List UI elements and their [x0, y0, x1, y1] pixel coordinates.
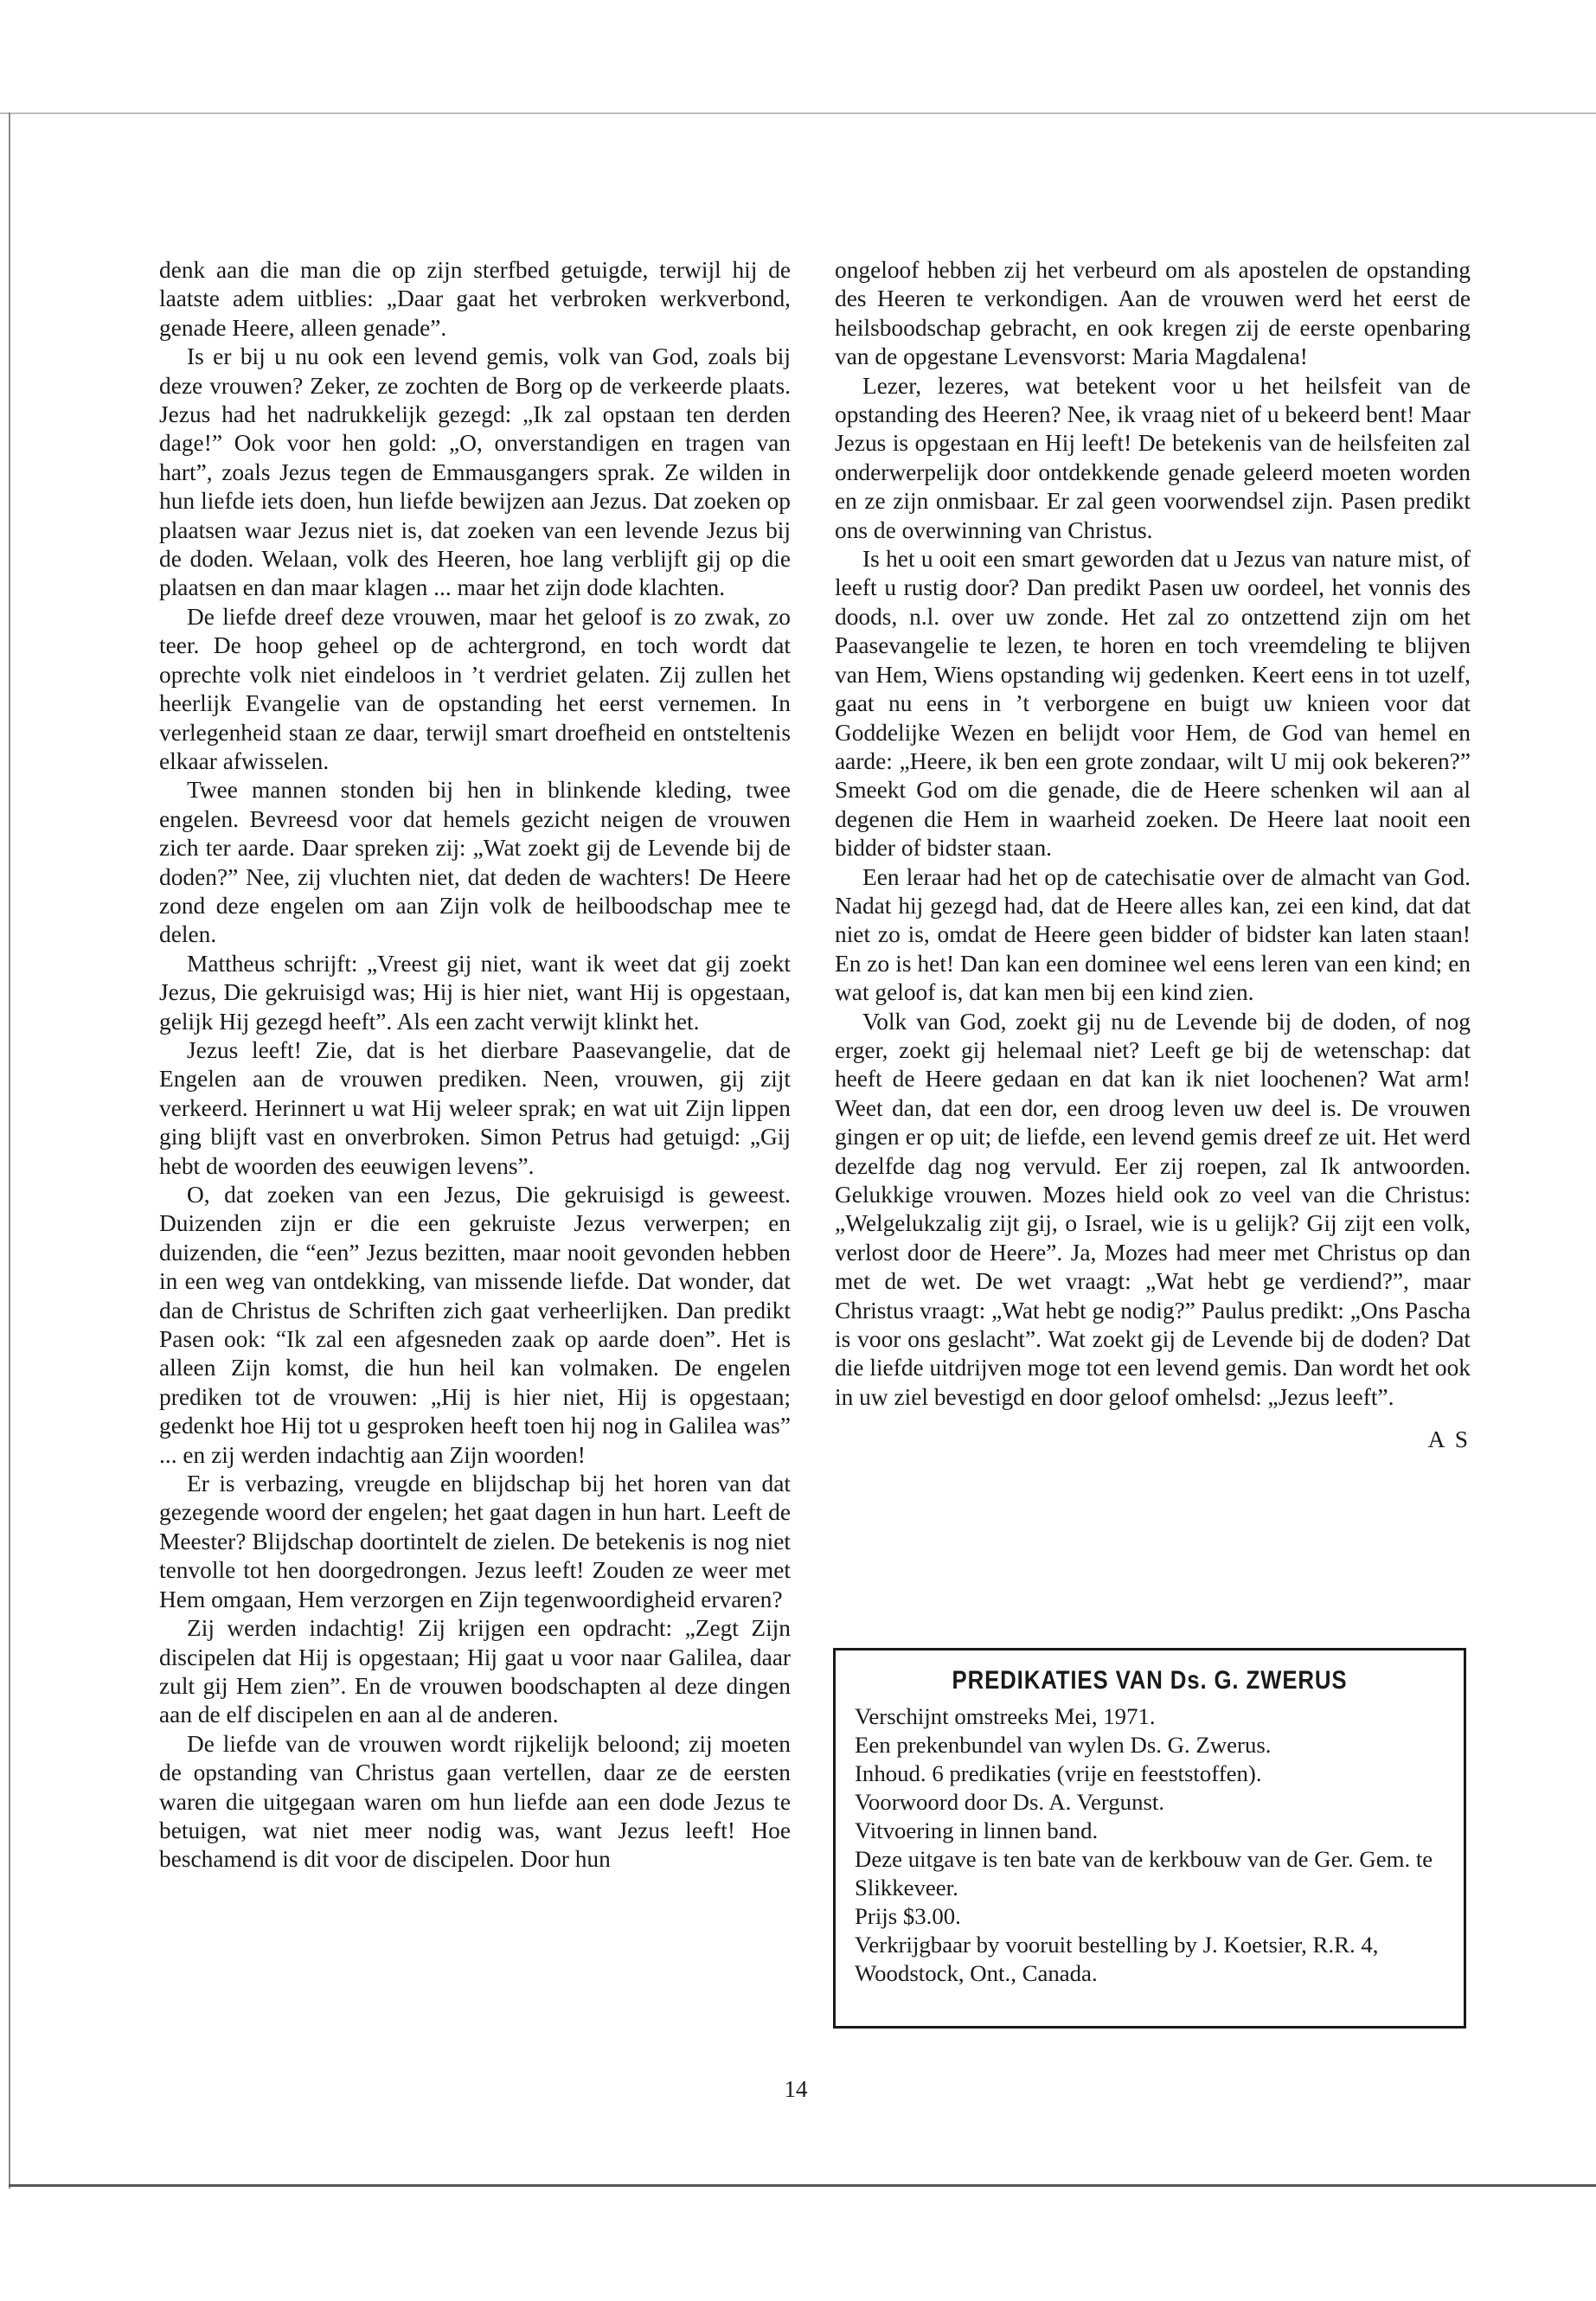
advertisement-line: Deze uitgave is ten bate van de kerkbouw van de Ger. Gem. te Slikkeveer. [855, 1846, 1433, 1900]
advertisement-line: Verschijnt omstreeks Mei, 1971. [855, 1703, 1156, 1729]
page-number: 14 [784, 2076, 808, 2102]
advertisement-line: Voorwoord door Ds. A. Vergunst. [855, 1789, 1165, 1815]
paragraph: Zij werden indachtig! Zij krijgen een opdracht: „Zegt Zijn discipelen dat Hij is opgestaan; Hij gaat u voor naar Galilea, daar zult gij Hem zien”. En de vrouwen boodschapten al deze dingen aan de elf discipelen en aan al de anderen. [159, 1615, 791, 1728]
paragraph: Volk van God, zoekt gij nu de Levende bij de doden, of nog erger, zoekt gij helemaal niet? Leeft ge bij de wetenschap: dat heeft de Heere gedaan en dat kan ik niet loochenen? Wat arm! Weet dan, dat een dor, een droog leven uw deel is. De vrouwen gingen er op uit; de liefde, een levend gemis dreef ze uit. Het werd dezelfde dag nog vervuld. Eer zij roepen, zal Ik antwoorden. Gelukkige vrouwen. Mozes hield ook zo veel van die Christus: „Welgelukzalig zijt gij, o Israel, wie is u gelijk? Gij zijt een volk, verlost door de Heere”. Ja, Mozes had meer met Christus op dan met de wet. De wet vraagt: „Wat hebt ge verdiend?”, maar Christus vraagt: „Wat hebt ge nodig?” Paulus predikt: „Ons Pascha is voor ons geslacht”. Wat zoekt gij de Levende bij de doden? Dat die liefde uitdrijven moge tot een levend gemis. Dan wordt het ook in uw ziel bevestigd en door geloof omhelsd: „Jezus leeft”. [835, 1008, 1471, 1410]
left-column [159, 256, 791, 1875]
advertisement-line: Prijs $3.00. [855, 1903, 961, 1929]
advertisement-line: Inhoud. 6 predikaties (vrije en feeststoffen). [855, 1760, 1262, 1786]
paragraph: ongeloof hebben zij het verbeurd om als apostelen de opstanding des Heeren te verkondigen. Aan de vrouwen werd het eerst de heilsboodschap gebracht, en ook kregen zij de eerste openbaring van de opgestane Levensvorst: Maria Magdalena! [835, 257, 1471, 370]
paragraph: Twee mannen stonden bij hen in blinkende kleding, twee engelen. Bevreesd voor dat hemels gezicht neigen de vrouwen zich ter aarde. Daar spreken zij: „Wat zoekt gij de Levende bij de doden?” Nee, zij vluchten niet, dat deden de wachters! De Heere zond deze engelen om aan Zijn volk de heilboodschap mee te delen. [159, 777, 791, 948]
paragraph: Lezer, lezeres, wat betekent voor u het heilsfeit van de opstanding des Heeren? Nee, ik vraag niet of u bekeerd bent! Maar Jezus is opgestaan en Hij leeft! De betekenis van de heilsfeiten zal onderwerpelijk door ontdekkende genade geleerd moeten worden en ze zijn onmisbaar. Er zal geen voorwendsel zijn. Pasen predikt ons de overwinning van Christus. [835, 372, 1471, 543]
scan-bottom-edge [9, 2184, 1596, 2187]
paragraph: O, dat zoeken van een Jezus, Die gekruisigd is geweest. Duizenden zijn er die een gekruiste Jezus verwerpen; en duizenden, die “een” Jezus bezitten, maar nooit gevonden hebben in een weg van ontdekking, van missende liefde. Dat wonder, dat dan de Christus de Schriften zich gaat verheerlijken. Dan predikt Pasen ook: “Ik zal een afgesneden zaak op aarde doen”. Het is alleen Zijn komst, die hun heil kan volmaken. De engelen prediken tot de vrouwen: „Hij is hier niet, Hij is opgestaan; gedenkt hoe Hij tot u gesproken heeft toen hij nog in Galilea was” ... en zij werden indachtig aan Zijn woorden! [159, 1182, 791, 1468]
advertisement-lines [851, 1702, 1448, 1988]
right-column [835, 256, 1471, 1455]
scan-left-edge [9, 112, 10, 2189]
paragraph: Een leraar had het op de catechisatie over de almacht van God. Nadat hij gezegd had, dat de Heere alles kan, zei een kind, dat dat niet zo is, omdat de Heere geen bidder of bidster kan laten staan! En zo is het! Dan kan een dominee wel eens leren van een kind; en wat geloof is, dat kan men bij een kind zien. [835, 863, 1471, 1006]
author-signature: A S [1427, 1426, 1471, 1453]
paragraph: Is het u ooit een smart geworden dat u Jezus van nature mist, of leeft u rustig door? Dan predikt Pasen uw oordeel, het vonnis des doods, n.l. over uw zonde. Het zal zo ontzettend zijn om het Paasevangelie te lezen, te horen en toch vreemdeling te blijven van Hem, Wiens opstanding wij gedenken. Keert eens in tot uzelf, gaat nu eens in ’t verborgene en buigt uw knieen voor dat Goddelijke Wezen en belijdt voor Hem, de God van hemel en aarde: „Heere, ik ben een grote zondaar, wilt U mij ook bekeren?” Smeekt God om die genade, die de Heere schenken wil aan al degenen die Hem in waarheid zoeken. De Heere laat nooit een bidder of bidster staan. [835, 546, 1471, 862]
paragraph: De liefde dreef deze vrouwen, maar het geloof is zo zwak, zo teer. De hoop geheel op de achtergrond, en toch wordt dat oprechte volk niet eindeloos in ’t verdriet gelaten. Zij zullen het heerlijk Evangelie van de opstanding het eerst vernemen. In verlegenheid staan ze daar, terwijl smart droefheid en ontsteltenis elkaar afwisselen. [159, 603, 791, 774]
advertisement-line: Vitvoering in linnen band. [855, 1817, 1099, 1843]
paragraph: De liefde van de vrouwen wordt rijkelijk beloond; zij moeten de opstanding van Christus gaan vertellen, daar ze de eersten waren die uitgegaan waren om hun liefde aan een dode Jezus te betuigen, wat niet meer nodig was, want Jezus leeft! Hoe beschamend is dit voor de discipelen. Door hun [159, 1730, 791, 1873]
scan-top-edge [0, 112, 1596, 114]
paragraph: denk aan die man die op zijn sterfbed getuigde, terwijl hij de laatste adem uitblies: „Daar gaat het verbroken werkverbond, genade Heere, alleen genade”. [159, 257, 791, 341]
advertisement-line: Verkrijgbaar by vooruit bestelling by J. Koetsier, R.R. 4, Woodstock, Ont., Canada. [855, 1932, 1379, 1986]
advertisement-title: PREDIKATIES VAN Ds. G. ZWERUS [952, 1666, 1348, 1695]
advertisement-box [833, 1648, 1466, 2029]
paragraph: Mattheus schrijft: „Vreest gij niet, want ik weet dat gij zoekt Jezus, Die gekruisigd was; Hij is hier niet, want Hij is opgestaan, gelijk Hij gezegd heeft”. Als een zacht verwijt klinkt het. [159, 950, 791, 1035]
paragraph: Is er bij u nu ook een levend gemis, volk van God, zoals bij deze vrouwen? Zeker, ze zochten de Borg op de verkeerde plaats. Jezus had het nadrukkelijk gezegd: „Ik zal opstaan ten derden dage!” Ook voor hen gold: „O, onverstandigen en tragen van hart”, zoals Jezus tegen de Emmausgangers sprak. Ze wilden in hun liefde iets doen, hun liefde bewijzen aan Jezus. Dat zoeken op plaatsen waar Jezus niet is, dat zoeken van een levende Jezus bij de doden. Welaan, volk des Heeren, hoe lang verblijft gij op die plaatsen en dan maar klagen ... maar het zijn dode klachten. [159, 343, 791, 601]
paragraph: Er is verbazing, vreugde en blijdschap bij het horen van dat gezegende woord der engelen; het gaat dagen in hun hart. Leeft de Meester? Blijdschap doortintelt de zielen. De betekenis is nog niet tenvolle tot hen doorgedrongen. Jezus leeft! Zouden ze weer met Hem omgaan, Hem verzorgen en Zijn tegenwoordigheid ervaren? [159, 1471, 791, 1612]
paragraph: Jezus leeft! Zie, dat is het dierbare Paasevangelie, dat de Engelen aan de vrouwen prediken. Neen, vrouwen, gij zijt verkeerd. Herinnert u wat Hij weleer sprak; en wat uit Zijn lippen ging blijft vast en onverbroken. Simon Petrus had getuigd: „Gij hebt de woorden des eeuwigen levens”. [159, 1036, 791, 1179]
advertisement-line: Een prekenbundel van wylen Ds. G. Zwerus. [855, 1732, 1272, 1758]
